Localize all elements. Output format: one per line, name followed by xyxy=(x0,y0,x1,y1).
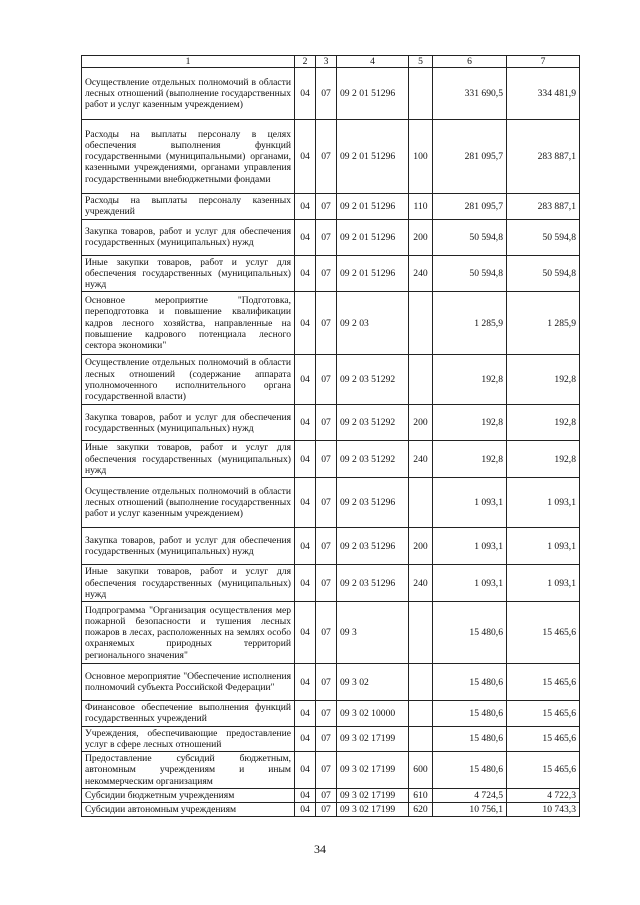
row-name: Иные закупки товаров, работ и услуг для обеспечения государственных (муниципальных) нужд xyxy=(82,255,295,292)
amount-col7: 192,8 xyxy=(507,355,580,405)
target-article-code: 09 3 02 17199 xyxy=(337,803,409,817)
expense-type-code: 200 xyxy=(409,219,433,255)
section-code: 04 xyxy=(295,219,316,255)
target-article-code: 09 2 03 51292 xyxy=(337,441,409,478)
section-code: 04 xyxy=(295,726,316,751)
expense-type-code: 240 xyxy=(409,441,433,478)
amount-col7: 15 465,6 xyxy=(507,602,580,664)
table-body xyxy=(82,68,580,817)
row-name: Субсидии автономным учреждениям xyxy=(82,803,295,817)
amount-col6: 15 480,6 xyxy=(433,726,507,751)
col-header: 5 xyxy=(409,56,433,68)
amount-col6: 281 095,7 xyxy=(433,120,507,194)
amount-col6: 15 480,6 xyxy=(433,752,507,789)
amount-col6: 192,8 xyxy=(433,405,507,441)
expense-type-code xyxy=(409,68,433,120)
header-row xyxy=(82,56,580,68)
row-name: Иные закупки товаров, работ и услуг для обеспечения государственных (муниципальных) нужд xyxy=(82,441,295,478)
table-row xyxy=(82,478,580,528)
subsection-code: 07 xyxy=(316,120,337,194)
target-article-code: 09 2 01 51296 xyxy=(337,120,409,194)
row-name: Предоставление субсидий бюджетным, автономным учреждениям и иным некоммерческим организациям xyxy=(82,752,295,789)
target-article-code: 09 3 02 17199 xyxy=(337,789,409,803)
expense-type-code: 620 xyxy=(409,803,433,817)
amount-col7: 334 481,9 xyxy=(507,68,580,120)
expense-type-code xyxy=(409,602,433,664)
subsection-code: 07 xyxy=(316,478,337,528)
subsection-code: 07 xyxy=(316,194,337,219)
amount-col7: 15 465,6 xyxy=(507,752,580,789)
amount-col7: 15 465,6 xyxy=(507,664,580,701)
target-article-code: 09 3 02 17199 xyxy=(337,726,409,751)
table-row xyxy=(82,355,580,405)
table-row xyxy=(82,441,580,478)
target-article-code: 09 2 01 51296 xyxy=(337,68,409,120)
table-row xyxy=(82,255,580,292)
expense-type-code xyxy=(409,355,433,405)
col-header: 2 xyxy=(295,56,316,68)
target-article-code: 09 2 03 51296 xyxy=(337,478,409,528)
amount-col6: 50 594,8 xyxy=(433,255,507,292)
subsection-code: 07 xyxy=(316,255,337,292)
amount-col6: 15 480,6 xyxy=(433,664,507,701)
section-code: 04 xyxy=(295,789,316,803)
row-name: Осуществление отдельных полномочий в области лесных отношений (содержание аппарата уполномоченного исполнительного органа государственной власти) xyxy=(82,355,295,405)
table-row xyxy=(82,789,580,803)
subsection-code: 07 xyxy=(316,528,337,565)
section-code: 04 xyxy=(295,478,316,528)
row-name: Субсидии бюджетным учреждениям xyxy=(82,789,295,803)
amount-col7: 15 465,6 xyxy=(507,701,580,726)
table-row xyxy=(82,292,580,355)
target-article-code: 09 3 02 17199 xyxy=(337,752,409,789)
section-code: 04 xyxy=(295,355,316,405)
amount-col6: 10 756,1 xyxy=(433,803,507,817)
table-row xyxy=(82,726,580,751)
amount-col6: 50 594,8 xyxy=(433,219,507,255)
target-article-code: 09 2 03 51292 xyxy=(337,355,409,405)
expense-type-code: 110 xyxy=(409,194,433,219)
expense-type-code: 200 xyxy=(409,528,433,565)
row-name: Финансовое обеспечение выполнения функций государственных учреждений xyxy=(82,701,295,726)
subsection-code: 07 xyxy=(316,68,337,120)
subsection-code: 07 xyxy=(316,355,337,405)
col-header: 7 xyxy=(507,56,580,68)
table-row xyxy=(82,120,580,194)
expense-type-code xyxy=(409,292,433,355)
target-article-code: 09 2 01 51296 xyxy=(337,255,409,292)
target-article-code: 09 3 02 10000 xyxy=(337,701,409,726)
section-code: 04 xyxy=(295,602,316,664)
expense-type-code xyxy=(409,664,433,701)
section-code: 04 xyxy=(295,701,316,726)
table-row xyxy=(82,752,580,789)
target-article-code: 09 3 02 xyxy=(337,664,409,701)
row-name: Учреждения, обеспечивающие предоставление услуг в сфере лесных отношений xyxy=(82,726,295,751)
col-header: 4 xyxy=(337,56,409,68)
subsection-code: 07 xyxy=(316,405,337,441)
row-name: Закупка товаров, работ и услуг для обеспечения государственных (муниципальных) нужд xyxy=(82,405,295,441)
expense-type-code: 200 xyxy=(409,405,433,441)
amount-col7: 1 285,9 xyxy=(507,292,580,355)
section-code: 04 xyxy=(295,528,316,565)
amount-col6: 1 093,1 xyxy=(433,478,507,528)
subsection-code: 07 xyxy=(316,664,337,701)
expense-type-code: 240 xyxy=(409,255,433,292)
subsection-code: 07 xyxy=(316,701,337,726)
row-name: Основное мероприятие "Обеспечение исполнения полномочий субъекта Российской Федерации" xyxy=(82,664,295,701)
section-code: 04 xyxy=(295,803,316,817)
section-code: 04 xyxy=(295,405,316,441)
col-header: 1 xyxy=(82,56,295,68)
section-code: 04 xyxy=(295,194,316,219)
amount-col7: 192,8 xyxy=(507,405,580,441)
subsection-code: 07 xyxy=(316,565,337,602)
row-name: Иные закупки товаров, работ и услуг для обеспечения государственных (муниципальных) нужд xyxy=(82,565,295,602)
expense-type-code: 600 xyxy=(409,752,433,789)
expense-type-code xyxy=(409,726,433,751)
amount-col6: 15 480,6 xyxy=(433,602,507,664)
section-code: 04 xyxy=(295,441,316,478)
amount-col7: 1 093,1 xyxy=(507,528,580,565)
amount-col6: 192,8 xyxy=(433,441,507,478)
section-code: 04 xyxy=(295,752,316,789)
amount-col7: 283 887,1 xyxy=(507,194,580,219)
amount-col7: 1 093,1 xyxy=(507,478,580,528)
table-row xyxy=(82,565,580,602)
amount-col6: 281 095,7 xyxy=(433,194,507,219)
subsection-code: 07 xyxy=(316,726,337,751)
table-row xyxy=(82,803,580,817)
target-article-code: 09 2 03 51296 xyxy=(337,528,409,565)
table-row xyxy=(82,528,580,565)
target-article-code: 09 2 01 51296 xyxy=(337,219,409,255)
target-article-code: 09 2 03 51292 xyxy=(337,405,409,441)
row-name: Осуществление отдельных полномочий в области лесных отношений (выполнение государственных работ и услуг казенным учреждением) xyxy=(82,478,295,528)
budget-table xyxy=(81,55,580,817)
expense-type-code xyxy=(409,701,433,726)
subsection-code: 07 xyxy=(316,292,337,355)
row-name: Расходы на выплаты персоналу в целях обеспечения выполнения функций государственными (муниципальными) органами, казенными учреждениями, органами управления государственными внебюджетными фондами xyxy=(82,120,295,194)
amount-col6: 1 093,1 xyxy=(433,565,507,602)
target-article-code: 09 2 03 xyxy=(337,292,409,355)
amount-col7: 10 743,3 xyxy=(507,803,580,817)
expense-type-code: 240 xyxy=(409,565,433,602)
col-header: 3 xyxy=(316,56,337,68)
target-article-code: 09 2 01 51296 xyxy=(337,194,409,219)
amount-col7: 15 465,6 xyxy=(507,726,580,751)
col-header: 6 xyxy=(433,56,507,68)
amount-col7: 4 722,3 xyxy=(507,789,580,803)
amount-col6: 331 690,5 xyxy=(433,68,507,120)
amount-col7: 1 093,1 xyxy=(507,565,580,602)
subsection-code: 07 xyxy=(316,803,337,817)
amount-col6: 15 480,6 xyxy=(433,701,507,726)
amount-col6: 192,8 xyxy=(433,355,507,405)
row-name: Основное мероприятие "Подготовка, переподготовка и повышение квалификации кадров лесного хозяйства, направленные на повышение кадрового потенциала лесного сектора экономики" xyxy=(82,292,295,355)
amount-col7: 192,8 xyxy=(507,441,580,478)
section-code: 04 xyxy=(295,292,316,355)
table-row xyxy=(82,68,580,120)
section-code: 04 xyxy=(295,68,316,120)
expense-type-code: 610 xyxy=(409,789,433,803)
amount-col7: 283 887,1 xyxy=(507,120,580,194)
table-row xyxy=(82,664,580,701)
amount-col7: 50 594,8 xyxy=(507,255,580,292)
target-article-code: 09 2 03 51296 xyxy=(337,565,409,602)
section-code: 04 xyxy=(295,255,316,292)
table-row xyxy=(82,194,580,219)
subsection-code: 07 xyxy=(316,219,337,255)
subsection-code: 07 xyxy=(316,752,337,789)
table-row xyxy=(82,701,580,726)
section-code: 04 xyxy=(295,120,316,194)
table-row xyxy=(82,219,580,255)
subsection-code: 07 xyxy=(316,441,337,478)
target-article-code: 09 3 xyxy=(337,602,409,664)
row-name: Осуществление отдельных полномочий в области лесных отношений (выполнение государственных работ и услуг казенным учреждением) xyxy=(82,68,295,120)
amount-col6: 1 285,9 xyxy=(433,292,507,355)
row-name: Закупка товаров, работ и услуг для обеспечения государственных (муниципальных) нужд xyxy=(82,528,295,565)
section-code: 04 xyxy=(295,565,316,602)
amount-col6: 4 724,5 xyxy=(433,789,507,803)
expense-type-code xyxy=(409,478,433,528)
table-row xyxy=(82,602,580,664)
row-name: Закупка товаров, работ и услуг для обеспечения государственных (муниципальных) нужд xyxy=(82,219,295,255)
subsection-code: 07 xyxy=(316,602,337,664)
amount-col7: 50 594,8 xyxy=(507,219,580,255)
amount-col6: 1 093,1 xyxy=(433,528,507,565)
row-name: Расходы на выплаты персоналу казенных учреждений xyxy=(82,194,295,219)
page-number: 34 xyxy=(314,842,326,856)
table-row xyxy=(82,405,580,441)
subsection-code: 07 xyxy=(316,789,337,803)
expense-type-code: 100 xyxy=(409,120,433,194)
row-name: Подпрограмма "Организация осуществления мер пожарной безопасности и тушения лесных пожаров в лесах, расположенных на землях особо охраняемых природных территорий регионального значения" xyxy=(82,602,295,664)
section-code: 04 xyxy=(295,664,316,701)
